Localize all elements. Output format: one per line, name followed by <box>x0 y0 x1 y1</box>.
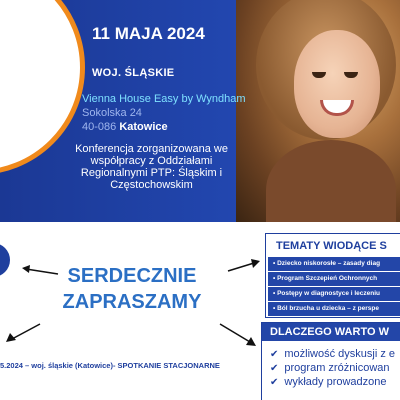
why-attend-item <box>270 347 395 361</box>
invitation-line-1: SERDECZNIE <box>67 265 197 287</box>
why-attend-item <box>270 361 395 375</box>
event-street: Sokolska 24 <box>82 107 142 119</box>
why-attend-item-text: program zróżnicowan <box>284 362 390 374</box>
check-icon: ✔ <box>270 349 279 360</box>
invitation-heading <box>46 263 218 315</box>
check-icon: ✔ <box>270 363 279 374</box>
arrow-down-right-icon <box>218 322 258 348</box>
why-attend-box <box>261 322 400 400</box>
decorative-circle <box>0 243 10 277</box>
arrow-up-right-icon <box>226 258 262 274</box>
topics-title: TEMATY WIODĄCE S <box>276 240 387 252</box>
photo-body <box>266 140 396 222</box>
why-attend-title: DLACZEGO WARTO W <box>262 323 400 341</box>
topic-item: • Dziecko niskorosłe – zasady diag <box>268 257 400 271</box>
event-city-line <box>82 121 168 133</box>
check-icon: ✔ <box>270 377 279 388</box>
event-postcode: 40-086 <box>82 121 120 133</box>
child-photo <box>236 0 400 222</box>
topic-item: • Program Szczepień Ochronnych <box>268 272 400 286</box>
event-format-note: 5.2024 – woj. śląskie (Katowice)- SPOTKANIE STACJONARNE <box>0 361 220 370</box>
arrow-left-icon <box>20 265 60 279</box>
topic-item: • Ból brzucha u dziecka – z perspe <box>268 302 400 316</box>
photo-face <box>294 30 380 138</box>
event-date: 11 MAJA 2024 <box>92 24 205 43</box>
why-attend-list <box>270 347 395 389</box>
event-city: Katowice <box>119 121 168 133</box>
topics-list <box>268 257 400 317</box>
topics-box <box>265 233 400 318</box>
event-venue: Vienna House Easy by Wyndham <box>82 93 246 105</box>
conference-description: Konferencja zorganizowana we współpracy z Oddziałami Regionalnymi PTP: Śląskim i Częstochowskim <box>75 143 228 191</box>
arrow-down-left-icon <box>4 322 42 344</box>
event-region: WOJ. ŚLĄSKIE <box>92 67 175 79</box>
why-attend-item-text: wykłady prowadzone <box>284 376 387 388</box>
why-attend-item <box>270 375 395 389</box>
why-attend-item-text: możliwość dyskusji z e <box>284 348 396 360</box>
topic-item: • Postępy w diagnostyce i leczeniu <box>268 287 400 301</box>
invitation-line-2: ZAPRASZAMY <box>62 291 202 313</box>
